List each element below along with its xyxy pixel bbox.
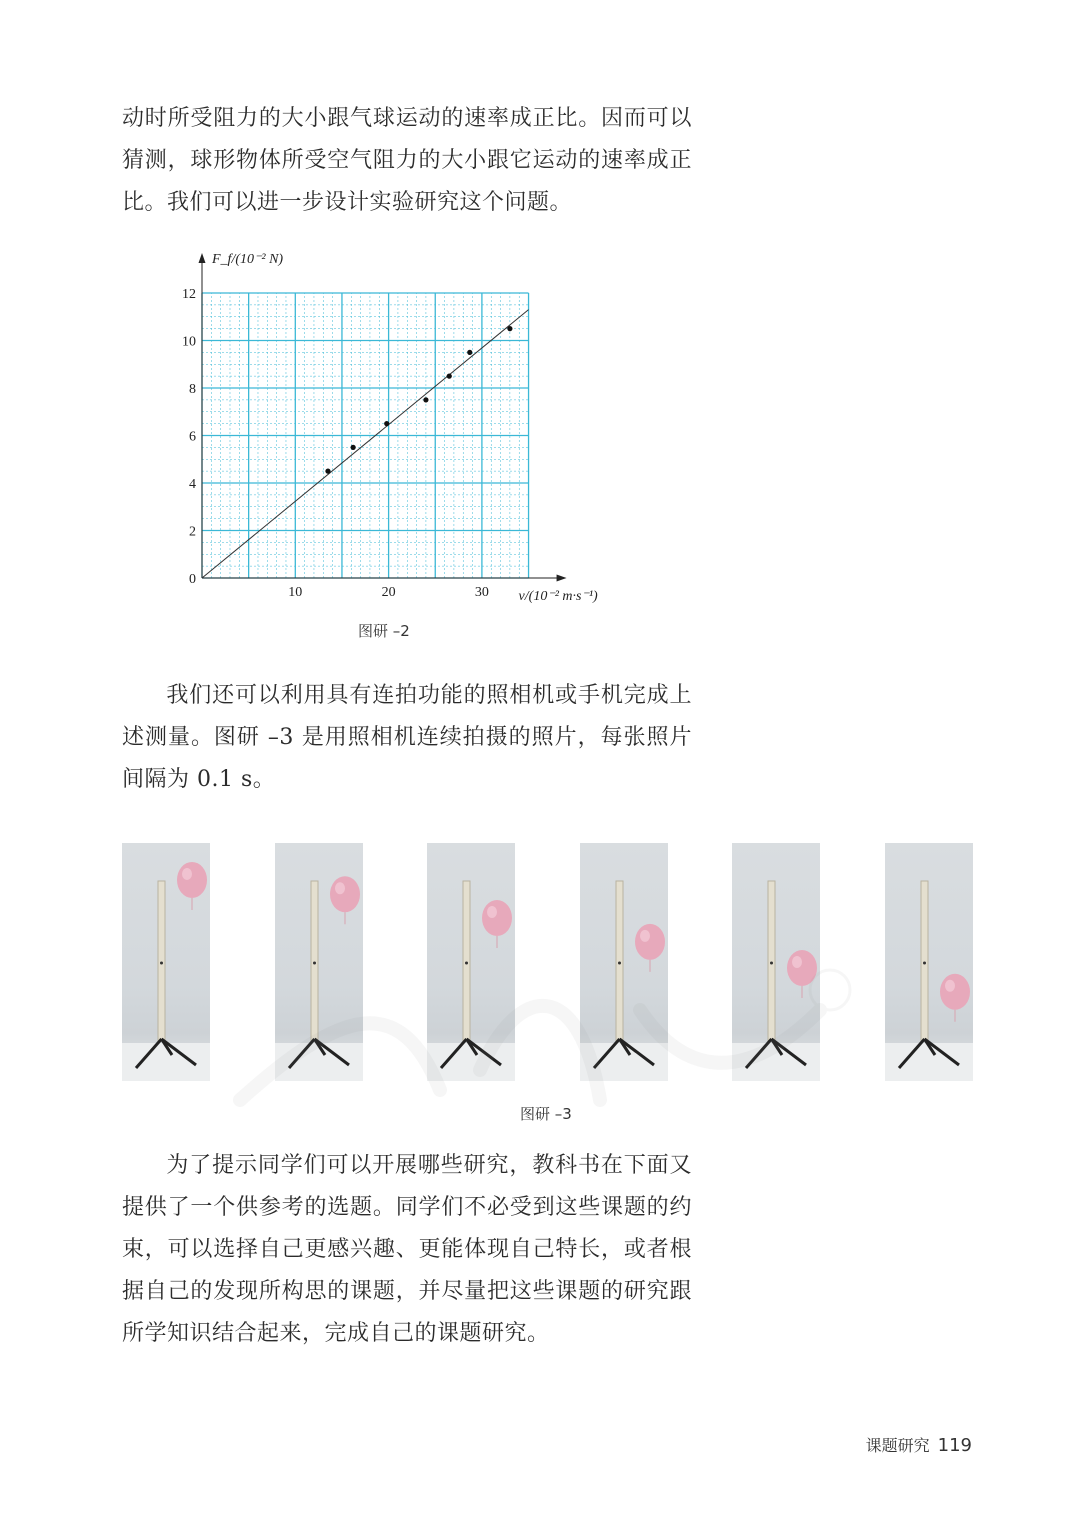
footer-section-title: 课题研究 bbox=[865, 1436, 930, 1455]
figure-2-chart bbox=[170, 240, 630, 620]
data-point bbox=[423, 397, 428, 402]
y-tick-label: 2 bbox=[189, 524, 196, 540]
paragraph-3: 为了提示同学们可以开展哪些研究，教科书在下面又提供了一个供参考的选题。同学们不必受到这些课题的约束，可以选择自己更感兴趣、更能体现自己特长，或者根据自己的发现所构思的课题，并尽量把这些课题的研究跟所学知识结合起来，完成自己的课题研究。 bbox=[122, 1153, 692, 1346]
photo-frame bbox=[122, 843, 210, 1081]
x-tick-label: 10 bbox=[288, 585, 303, 600]
paragraph-1: 动时所受阻力的大小跟气球运动的速率成正比。因而可以猜测，球形物体所受空气阻力的大小跟它运动的速率成正比。我们可以进一步设计实验研究这个问题。 bbox=[122, 106, 692, 215]
data-point bbox=[351, 445, 356, 450]
data-point bbox=[467, 350, 472, 355]
balloon bbox=[482, 900, 512, 936]
balloon bbox=[330, 876, 360, 912]
data-point bbox=[384, 421, 389, 426]
figure-2-caption: 图研 –2 bbox=[358, 622, 410, 640]
data-point bbox=[325, 469, 330, 474]
paragraph-2: 我们还可以利用具有连拍功能的照相机或手机完成上述测量。图研 –3 是用照相机连续拍摄的照片，每张照片间隔为 0.1 s。 bbox=[122, 683, 692, 792]
x-axis-arrow bbox=[557, 575, 567, 582]
photo-frame bbox=[885, 843, 973, 1081]
x-tick-label: 30 bbox=[474, 585, 489, 600]
fit-line bbox=[202, 310, 529, 578]
y-tick-label: 8 bbox=[189, 382, 196, 397]
data-point bbox=[507, 326, 512, 331]
figure-3-caption: 图研 –3 bbox=[520, 1105, 572, 1123]
page-footer bbox=[866, 1433, 972, 1456]
x-axis-label: v/(10⁻² m·s⁻¹) bbox=[518, 589, 598, 604]
y-tick-label: 10 bbox=[182, 334, 196, 350]
y-axis-arrow bbox=[199, 253, 206, 263]
chart-grid bbox=[202, 293, 529, 578]
y-axis-label: F_f/(10⁻² N) bbox=[212, 252, 284, 267]
y-tick-label: 4 bbox=[189, 477, 196, 492]
data-point bbox=[447, 374, 452, 379]
y-tick-label: 12 bbox=[182, 287, 196, 302]
publisher-watermark bbox=[220, 950, 860, 1120]
balloon bbox=[177, 862, 207, 898]
balloon bbox=[940, 974, 970, 1010]
y-tick-label: 6 bbox=[189, 429, 196, 445]
page-number: 119 bbox=[937, 1435, 972, 1456]
x-tick-label: 20 bbox=[381, 585, 396, 600]
y-tick-label: 0 bbox=[189, 572, 196, 587]
